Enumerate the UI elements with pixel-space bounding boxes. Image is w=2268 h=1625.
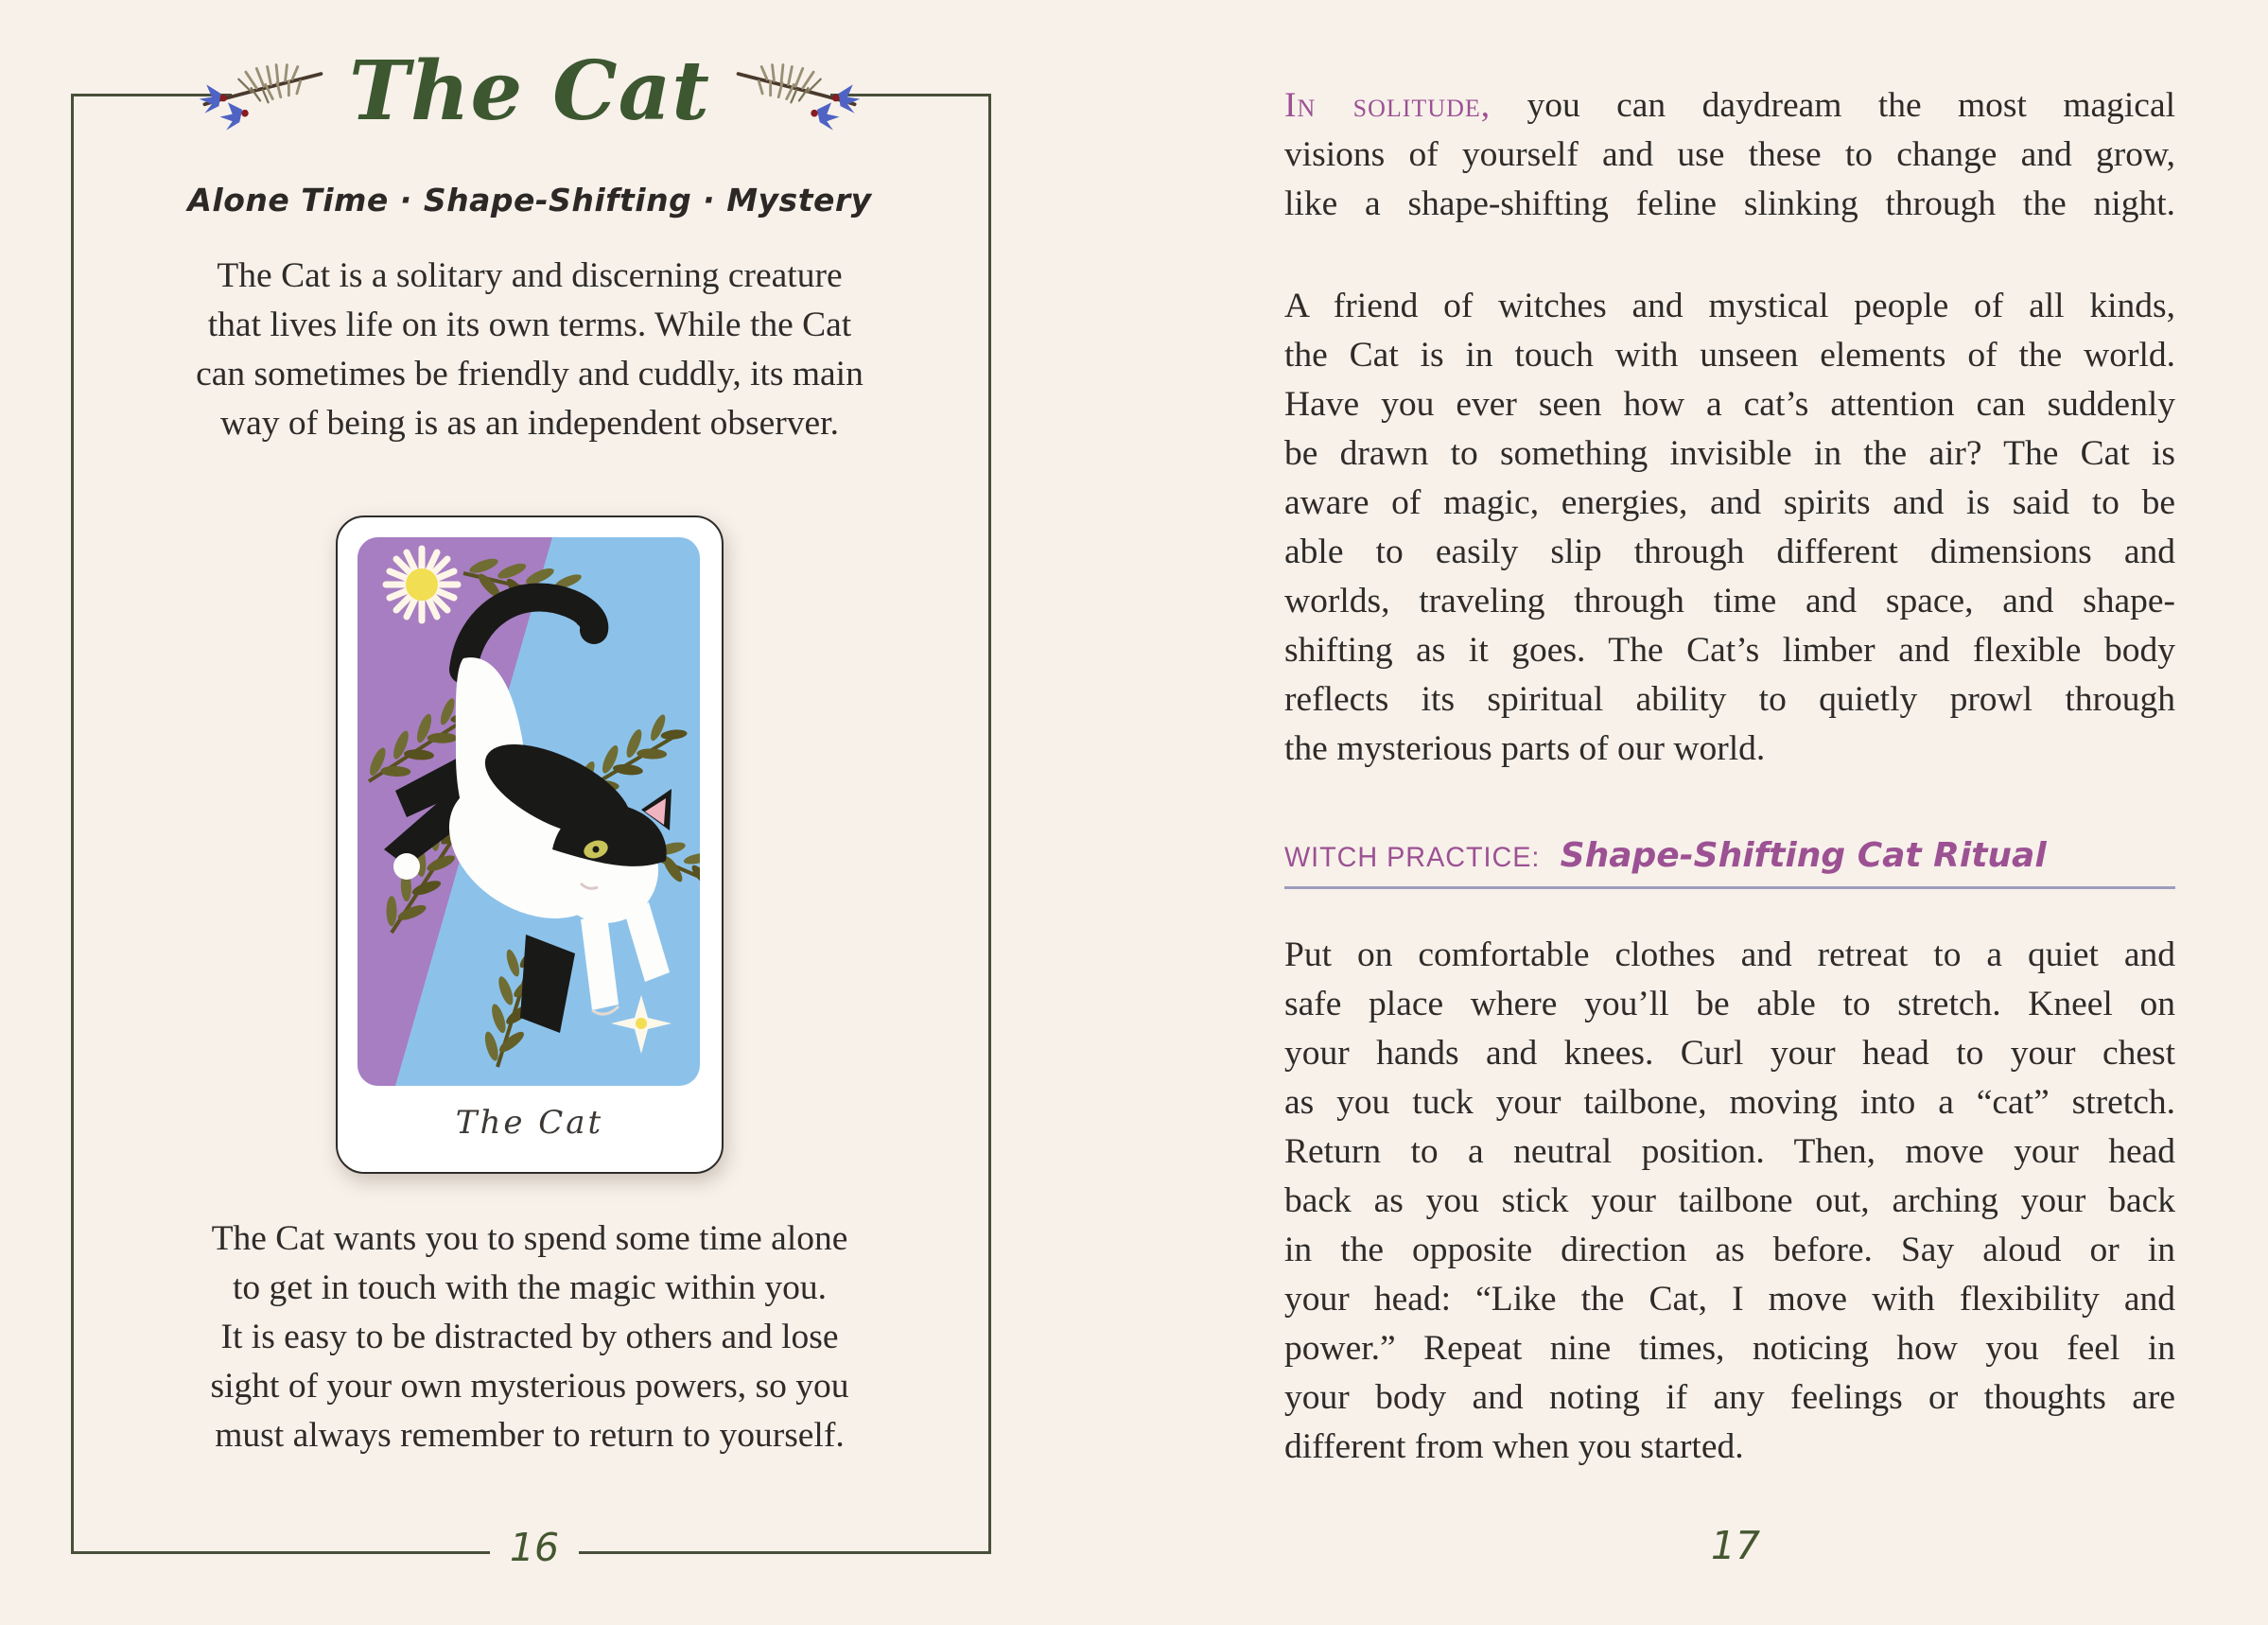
text-line: The Cat is a solitary and discerning creature <box>217 256 843 295</box>
text-line: different from when you started. <box>1284 1427 1744 1466</box>
practice-title: Shape-Shifting Cat Ritual <box>1560 836 2047 875</box>
lavender-sprig-icon <box>731 46 865 137</box>
frame-left-edge <box>71 94 74 1554</box>
text-line: It is easy to be distracted by others and lose <box>220 1318 839 1356</box>
text-line: able to easily slip through different dimensions and <box>1284 533 2175 571</box>
text-line: the Cat is in touch with unseen elements of the world. <box>1284 336 2175 375</box>
text-line: to get in touch with the magic within you. <box>232 1268 828 1307</box>
text-line: visions of yourself and use these to change and grow, <box>1284 135 2175 174</box>
lead-in-smallcaps: In solitude, <box>1284 86 1492 125</box>
lavender-sprig-icon <box>194 46 328 137</box>
card-caption: The Cat <box>455 1104 604 1142</box>
text-line: A friend of witches and mystical people of all kinds, <box>1284 287 2175 325</box>
text-run: you can daydream the most magical <box>1491 86 2176 125</box>
witch-practice-heading <box>1284 836 2175 882</box>
chapter-keywords: Alone Time · Shape-Shifting · Mystery <box>187 182 872 218</box>
text-line: Have you ever seen how a cat’s attention can suddenly <box>1284 385 2175 424</box>
text-line: your body and noting if any feelings or thoughts are <box>1284 1378 2175 1417</box>
text-line: like a shape-shifting feline slinking through the night. <box>1284 184 2175 223</box>
right-page <box>1134 0 2268 1625</box>
paragraph <box>1284 81 2175 229</box>
tarot-card <box>336 515 724 1174</box>
text-line: back as you stick your tailbone out, arching your back <box>1284 1181 2175 1220</box>
text-line: as you tuck your tailbone, moving into a “cat” stretch. <box>1284 1083 2175 1122</box>
intro-paragraph <box>151 252 908 448</box>
text-line: reflects its spiritual ability to quietly prowl through <box>1284 680 2175 719</box>
text-line: worlds, traveling through time and space, and shape- <box>1284 582 2175 620</box>
text-line: aware of magic, energies, and spirits and is said to be <box>1284 483 2175 522</box>
text-line: your hands and knees. Curl your head to your chest <box>1284 1034 2175 1073</box>
text-line: that lives life on its own terms. While the Cat <box>207 306 852 344</box>
text-line: power.” Repeat nine times, noticing how you feel in <box>1284 1329 2175 1368</box>
text-line: be drawn to something invisible in the air? The Cat is <box>1284 434 2175 473</box>
frame-bottom-right-segment <box>579 1551 991 1554</box>
sun-icon <box>386 549 458 620</box>
outro-paragraph <box>151 1214 908 1460</box>
chapter-title-row <box>57 21 1003 163</box>
text-line: way of being is as an independent observer. <box>220 404 839 443</box>
page-number: 17 <box>1710 1523 1761 1568</box>
text-line: can sometimes be friendly and cuddly, its main <box>196 355 864 393</box>
frame-right-edge <box>988 94 991 1554</box>
paragraph <box>1284 282 2175 774</box>
text-line: safe place where you’ll be able to stretch. Kneel on <box>1284 985 2175 1023</box>
text-line: must always remember to return to yourself. <box>215 1416 845 1455</box>
text-line: sight of your own mysterious powers, so you <box>210 1367 849 1406</box>
text-line: Put on comfortable clothes and retreat to a quiet and <box>1284 935 2175 974</box>
frame-bottom-left-segment <box>71 1551 490 1554</box>
text-line: The Cat wants you to spend some time alone <box>211 1219 848 1258</box>
practice-label: WITCH PRACTICE: <box>1284 842 1541 873</box>
text-line: Return to a neutral position. Then, move your head <box>1284 1132 2175 1171</box>
text-line <box>1284 81 2175 131</box>
text-line: in the opposite direction as before. Say aloud or in <box>1284 1231 2175 1269</box>
text-line: shifting as it goes. The Cat’s limber and flexible body <box>1284 631 2175 670</box>
cat-card-illustration <box>358 537 700 1086</box>
text-line: the mysterious parts of our world. <box>1284 729 1766 768</box>
page-number: 16 <box>509 1525 560 1570</box>
paragraph <box>1284 931 2175 1472</box>
heading-underline <box>1284 886 2175 889</box>
text-line: your head: “Like the Cat, I move with flexibility and <box>1284 1280 2175 1319</box>
page-title: The Cat <box>348 44 711 139</box>
